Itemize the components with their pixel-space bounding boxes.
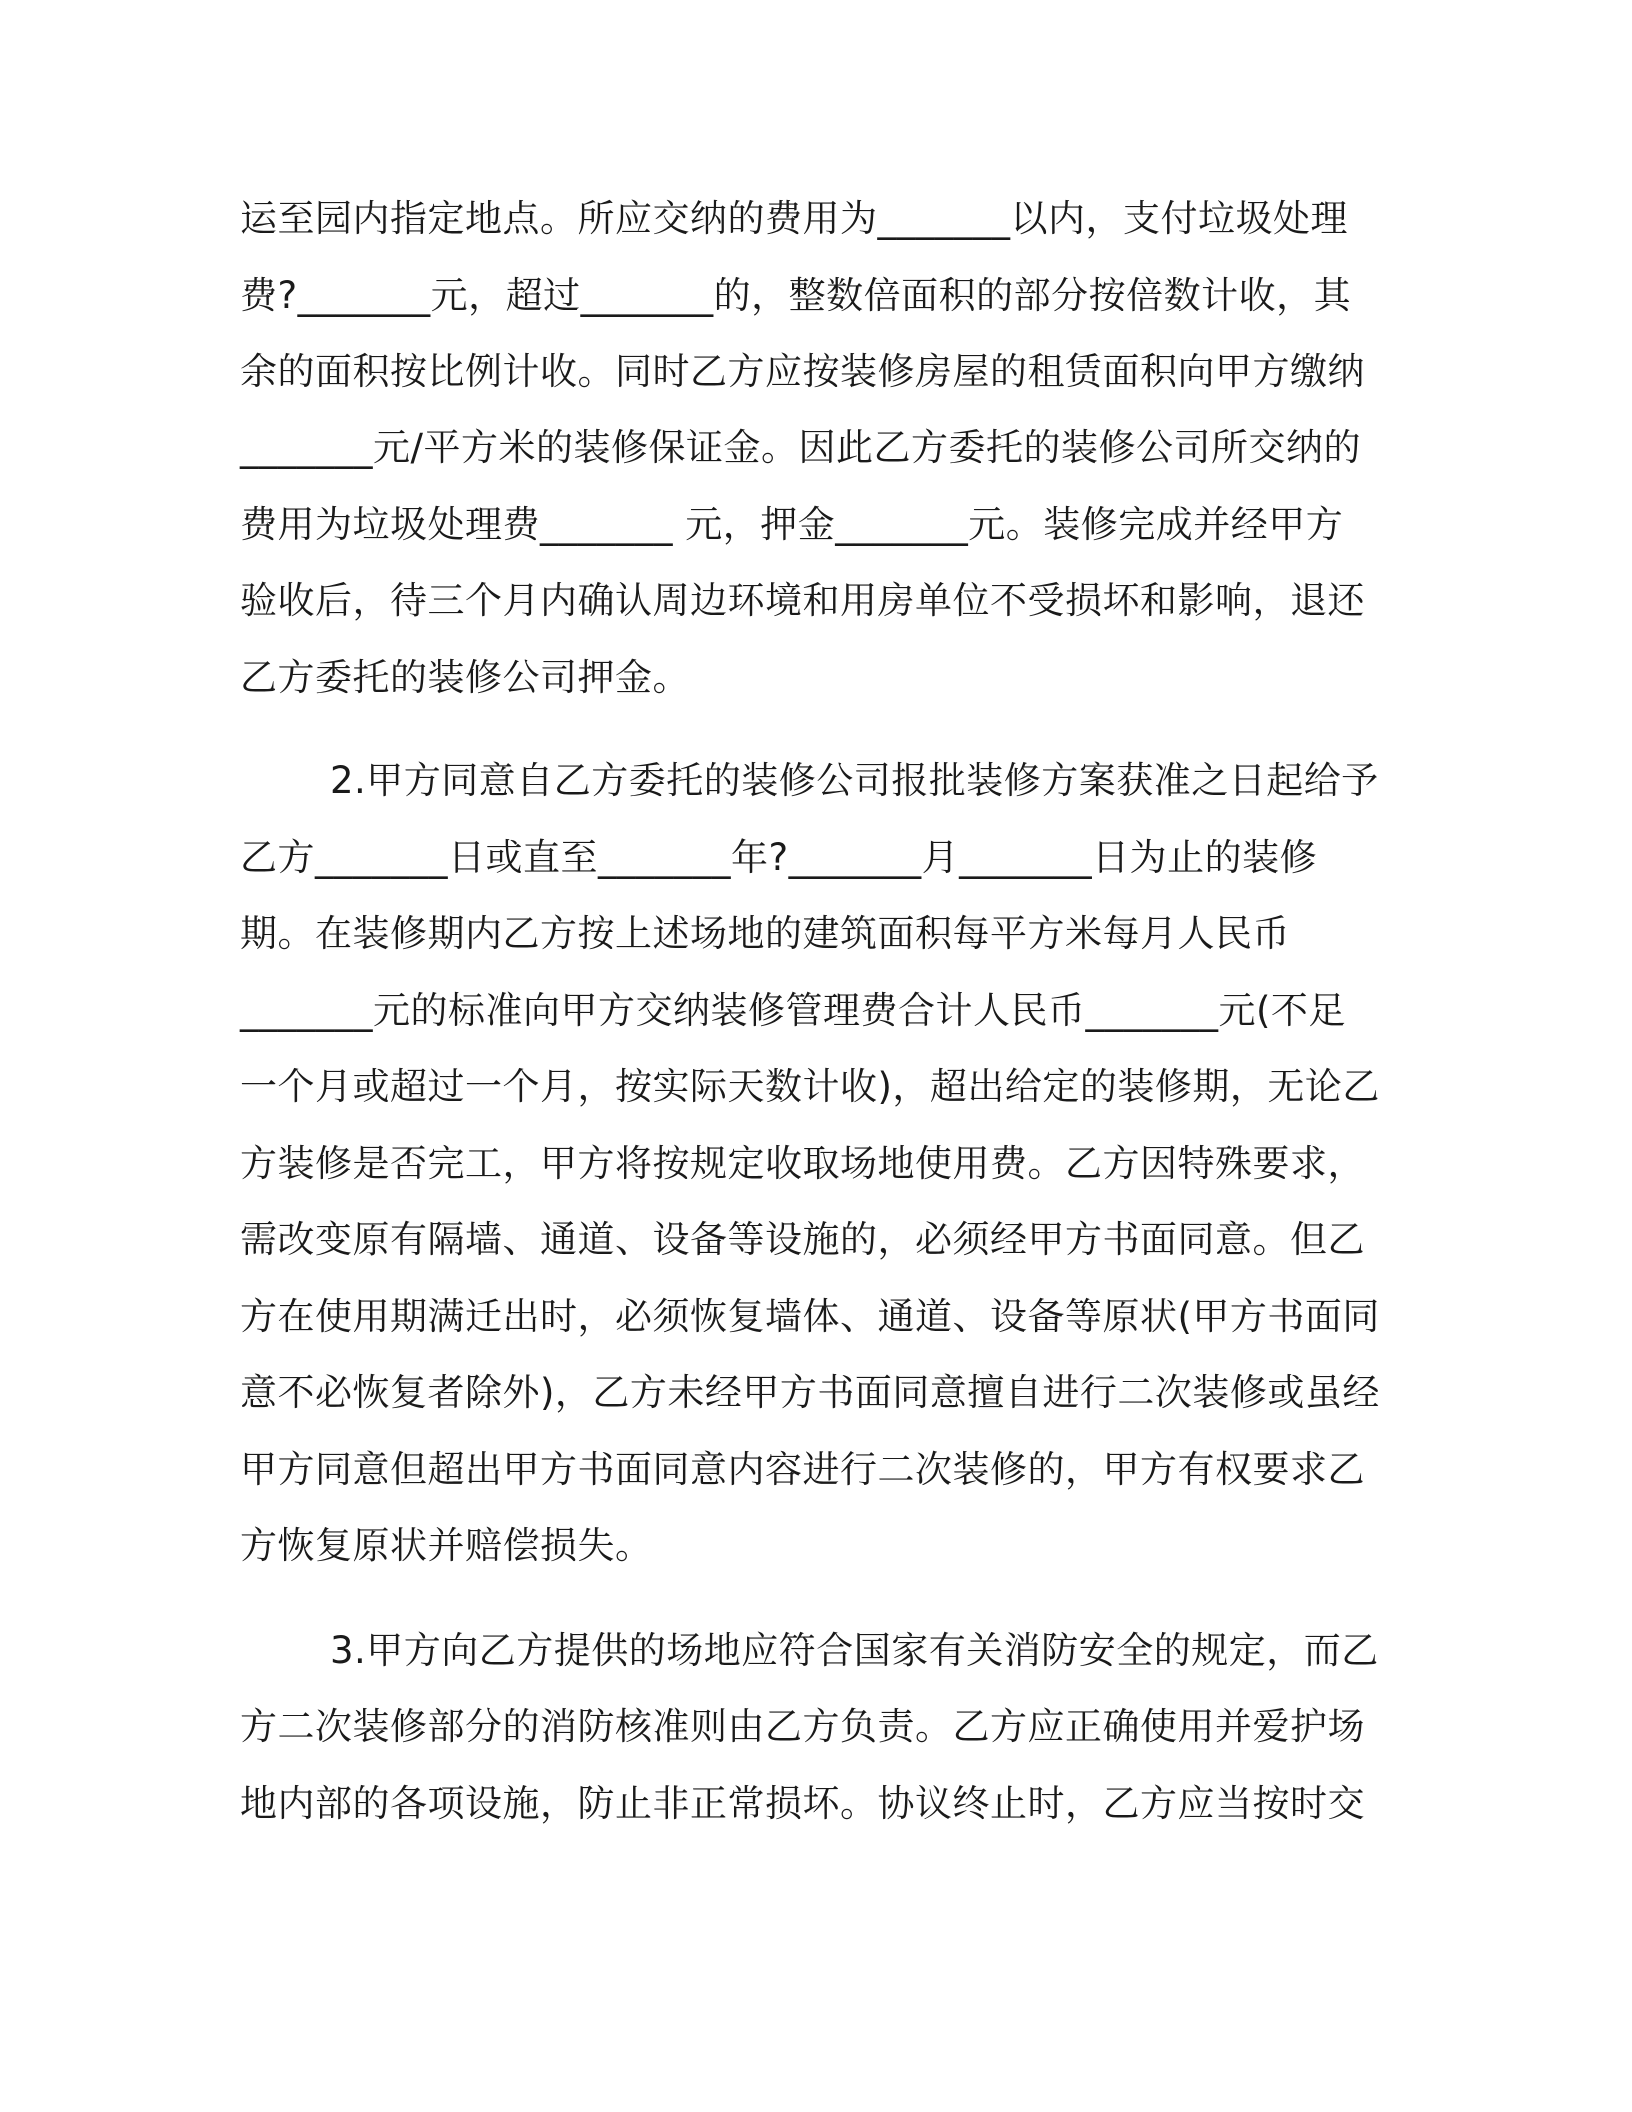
text-line: 一个月或超过一个月，按实际天数计收)，超出给定的装修期，无论乙 xyxy=(240,1065,1380,1108)
text-line: 方恢复原状并赔偿损失。 xyxy=(240,1524,653,1567)
text-line: 期。在装修期内乙方按上述场地的建筑面积每平方米每月人民币 xyxy=(240,912,1290,955)
text-line: 地内部的各项设施，防止非正常损坏。协议终止时，乙方应当按时交 xyxy=(240,1782,1365,1825)
text-line: 乙方委托的装修公司押金。 xyxy=(240,656,690,699)
text-line: 方装修是否完工，甲方将按规定收取场地使用费。乙方因特殊要求， xyxy=(240,1142,1365,1185)
text-line: 需改变原有隔墙、通道、设备等设施的，必须经甲方书面同意。但乙 xyxy=(240,1218,1365,1261)
text-line: 意不必恢复者除外)，乙方未经甲方书面同意擅自进行二次装修或虽经 xyxy=(240,1371,1380,1414)
text-line: 甲方同意但超出甲方书面同意内容进行二次装修的，甲方有权要求乙 xyxy=(240,1448,1365,1491)
text-line: 运至园内指定地点。所应交纳的费用为_______以内，支付垃圾处理 xyxy=(240,197,1348,240)
paragraph-2-start: 2.甲方同意自乙方委托的装修公司报批装修方案获准之日起给予 xyxy=(330,759,1379,802)
text-line: 余的面积按比例计收。同时乙方应按装修房屋的租赁面积向甲方缴纳 xyxy=(240,350,1365,393)
text-line: _______元/平方米的装修保证金。因此乙方委托的装修公司所交纳的 xyxy=(240,426,1361,469)
text-line: 方二次装修部分的消防核准则由乙方负责。乙方应正确使用并爱护场 xyxy=(240,1705,1365,1748)
text-line: 费用为垃圾处理费_______ 元，押金_______元。装修完成并经甲方 xyxy=(240,503,1344,546)
text-line: 验收后，待三个月内确认周边环境和用房单位不受损坏和影响，退还 xyxy=(240,579,1365,622)
text-line: 方在使用期满迁出时，必须恢复墙体、通道、设备等原状(甲方书面同 xyxy=(240,1295,1380,1338)
paragraph-3-start: 3.甲方向乙方提供的场地应符合国家有关消防安全的规定，而乙 xyxy=(330,1629,1379,1672)
text-line: _______元的标准向甲方交纳装修管理费合计人民币_______元(不足 xyxy=(240,989,1346,1032)
text-line: 费?_______元，超过_______的，整数倍面积的部分按倍数计收，其 xyxy=(240,274,1352,317)
text-line: 乙方_______日或直至_______年?_______月_______日为止的装修 xyxy=(240,836,1318,879)
